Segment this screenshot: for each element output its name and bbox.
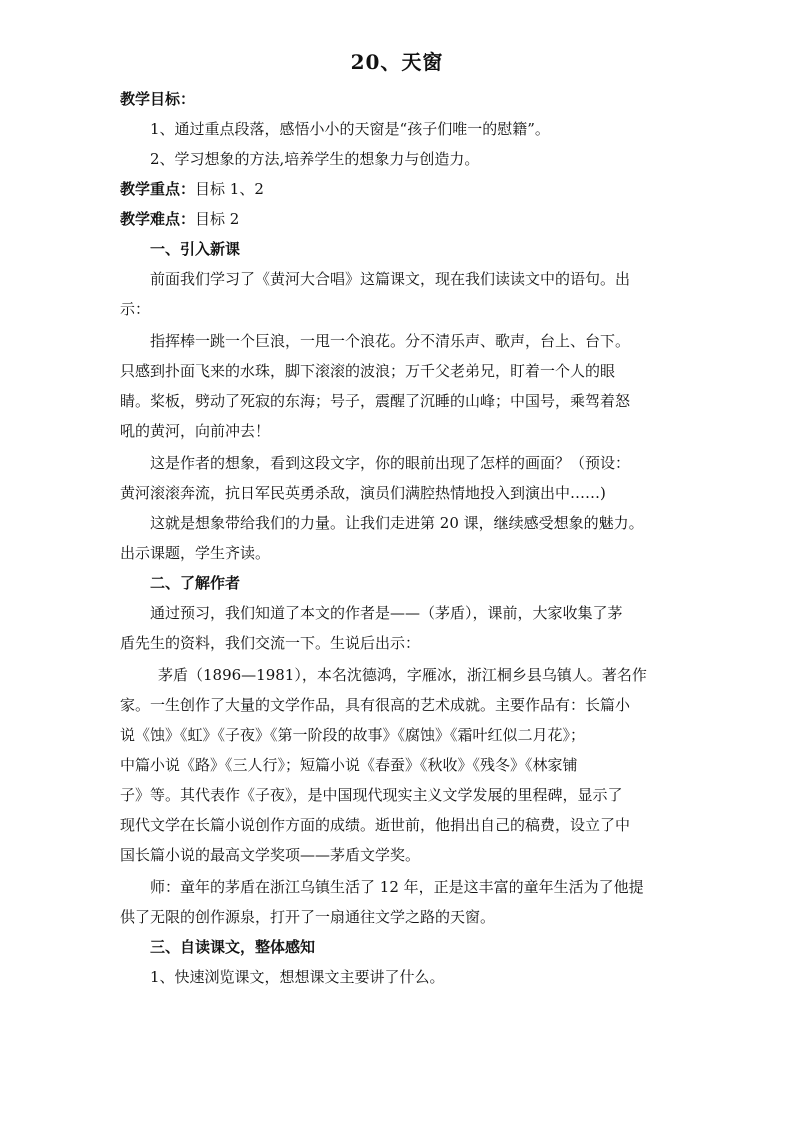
paragraph-line: 供了无限的创作源泉，打开了一扇通往文学之路的天窗。 (120, 908, 496, 926)
key-point-row (120, 174, 676, 204)
section-heading-reading: 三、自读课文，整体感知 (150, 938, 316, 956)
bio-line: 国长篇小说的最高文学奖项——茅盾文学奖。 (120, 846, 421, 864)
quote-line: 睛。桨板，劈动了死寂的东海；号子，震醒了沉睡的山峰；中国号，乘驾着怒 (120, 392, 631, 410)
paragraph-line: 盾先生的资料，我们交流一下。生说后出示： (120, 634, 421, 652)
difficulty-row (120, 204, 676, 234)
goals-label: 教学目标： (120, 90, 196, 108)
page-title: 20、天窗 (350, 50, 444, 74)
bio-line: 说《蚀》《虹》《子夜》《第一阶段的故事》《腐蚀》《霜叶红似二月花》； (120, 726, 586, 744)
paragraph-line: 通过预习，我们知道了本文的作者是——（茅盾），课前，大家收集了茅 (150, 604, 623, 622)
task-item: 1、快速浏览课文，想想课文主要讲了什么。 (150, 968, 445, 986)
quote-line: 指挥棒一跳一个巨浪，一甩一个浪花。分不清乐声、歌声，台上、台下。 (150, 332, 631, 350)
paragraph-line: 这是作者的想象，看到这段文字，你的眼前出现了怎样的画面？（预设： (150, 454, 631, 472)
bio-line: 茅盾（1896—1981），本名沈德鸿，字雁冰，浙江桐乡县乌镇人。著名作 (158, 666, 647, 684)
document-body (120, 84, 676, 992)
bio-line: 现代文学在长篇小说创作方面的成绩。逝世前，他捐出自己的稿费，设立了中 (120, 816, 631, 834)
paragraph-line: 出示课题，学生齐读。 (120, 544, 271, 562)
goal-item: 1、通过重点段落，感悟小小的天窗是“孩子们唯一的慰籍”。 (150, 120, 550, 138)
bio-line: 中篇小说《路》《三人行》；短篇小说《春蚕》《秋收》《残冬》《林家铺 (120, 756, 578, 774)
key-point-value: 目标 1、2 (195, 180, 264, 198)
section-heading-author: 二、了解作者 (150, 574, 241, 592)
section-heading-intro: 一、引入新课 (150, 240, 241, 258)
difficulty-label: 教学难点： (120, 210, 196, 228)
difficulty-value: 目标 2 (195, 210, 240, 228)
quote-line: 吼的黄河，向前冲去！ (120, 422, 271, 440)
paragraph-line: 前面我们学习了《黄河大合唱》这篇课文，现在我们读读文中的语句。出 (150, 270, 631, 288)
paragraph-line: 黄河滚滚奔流，抗日军民英勇杀敌，演员们满腔热情地投入到演出中……) (120, 484, 606, 502)
paragraph-line: 示： (120, 300, 151, 318)
quote-line: 只感到扑面飞来的水珠，脚下滚滚的波浪；万千父老弟兄，盯着一个人的眼 (120, 362, 616, 380)
goal-item: 2、学习想象的方法,培养学生的想象力与创造力。 (150, 150, 480, 168)
paragraph-line: 这就是想象带给我们的力量。让我们走进第 20 课，继续感受想象的魅力。 (150, 514, 644, 532)
key-point-label: 教学重点： (120, 180, 196, 198)
bio-line: 子》等。其代表作《子夜》，是中国现代现实主义文学发展的里程碑，显示了 (120, 786, 623, 804)
paragraph-line: 师：童年的茅盾在浙江乌镇生活了 12 年，正是这丰富的童年生活为了他提 (150, 878, 644, 896)
bio-line: 家。一生创作了大量的文学作品，具有很高的艺术成就。主要作品有：长篇小 (120, 696, 631, 714)
